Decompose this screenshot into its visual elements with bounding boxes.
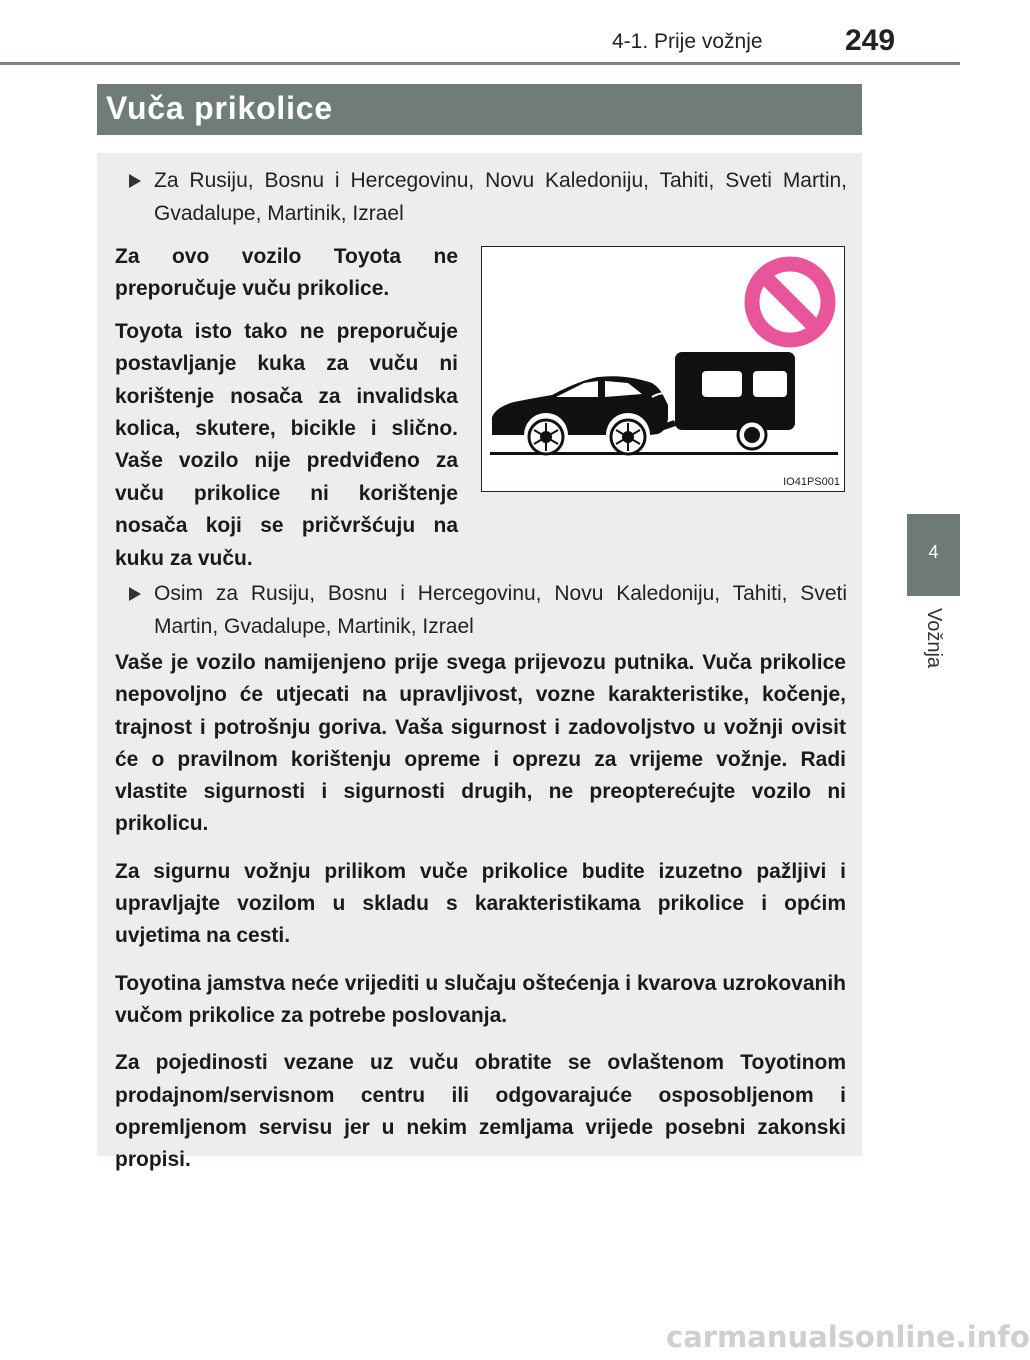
section-header: 4-1. Prije vožnje bbox=[612, 30, 763, 53]
car-icon bbox=[492, 376, 672, 454]
side-paragraph: Za ovo vozilo Toyota ne preporučuje vuču prikolice. bbox=[115, 245, 458, 301]
side-text bbox=[115, 241, 458, 575]
page-title: Vuča prikolice bbox=[106, 90, 333, 126]
bullet-item bbox=[129, 164, 847, 230]
figure-code: IO41PS001 bbox=[783, 476, 840, 488]
illustration bbox=[481, 246, 845, 492]
body-paragraph: Vaše je vozilo namijenjeno prije svega prijevozu putnika. Vuča prikolice nepovoljno će utjecati na upravljivost, vozne karakteristike, kočenje, trajnost i potrošnju goriva. Vaša sigurnost i zadovoljstvo u vožnji ovisit će o pravilnom korištenju opreme i oprezu za vrijeme vožnje. Radi vlastite sigurnosti i sigurnosti drugih, ne preopterećujte vozilo ni prikolicu. bbox=[115, 651, 846, 836]
prohibition-icon bbox=[752, 264, 828, 340]
chapter-tab bbox=[907, 514, 960, 596]
triangle-bullet-icon bbox=[129, 587, 141, 601]
body-paragraph: Toyotina jamstva neće vrijediti u slučaju oštećenja i kvarova uzrokovanih vučom prikolice za potrebe poslovanja. bbox=[115, 971, 846, 1027]
bullet-text: Za Rusiju, Bosnu i Hercegovinu, Novu Kaledoniju, Tahiti, Sveti Martin, Gvadalupe, Martinik, Izrael bbox=[154, 169, 847, 225]
chapter-number: 4 bbox=[928, 542, 939, 562]
title-bar bbox=[97, 84, 862, 135]
side-paragraph: Toyota isto tako ne preporučuje postavljanje kuka za vuču ni korištenje nosača za invalidska kolica, skutere, bicikle i slično. Vaše vozilo nije predviđeno za vuču prikolice ni korištenje nosača koji se pričvršćuju na kuku za vuču. bbox=[115, 319, 458, 570]
header-rule bbox=[0, 62, 960, 65]
triangle-bullet-icon bbox=[129, 174, 141, 188]
trailer-icon bbox=[652, 352, 795, 449]
page-number: 249 bbox=[845, 24, 896, 57]
bullet-item bbox=[129, 577, 847, 643]
chapter-label bbox=[912, 604, 952, 684]
watermark: carmanualsonline.info bbox=[666, 1320, 1030, 1354]
body-paragraph: Za pojedinosti vezane uz vuču obratite se ovlaštenom Toyotinom prodajnom/servisnom centru ili odgovarajuće osposobljenom i opremljenom servisu jer u nekim zemljama vrijede posebni zakonski propisi. bbox=[115, 1051, 846, 1172]
body-text bbox=[115, 647, 846, 1176]
bullet-text: Osim za Rusiju, Bosnu i Hercegovinu, Novu Kaledoniju, Tahiti, Sveti Martin, Gvadalupe, Martinik, Izrael bbox=[154, 582, 847, 638]
body-paragraph: Za sigurnu vožnju prilikom vuče prikolice budite izuzetno pažljivi i upravljajte vozilom u skladu s karakteristikama prikolice i općim uvjetima na cesti. bbox=[115, 859, 846, 948]
chapter-label-text: Vožnja bbox=[923, 608, 945, 669]
